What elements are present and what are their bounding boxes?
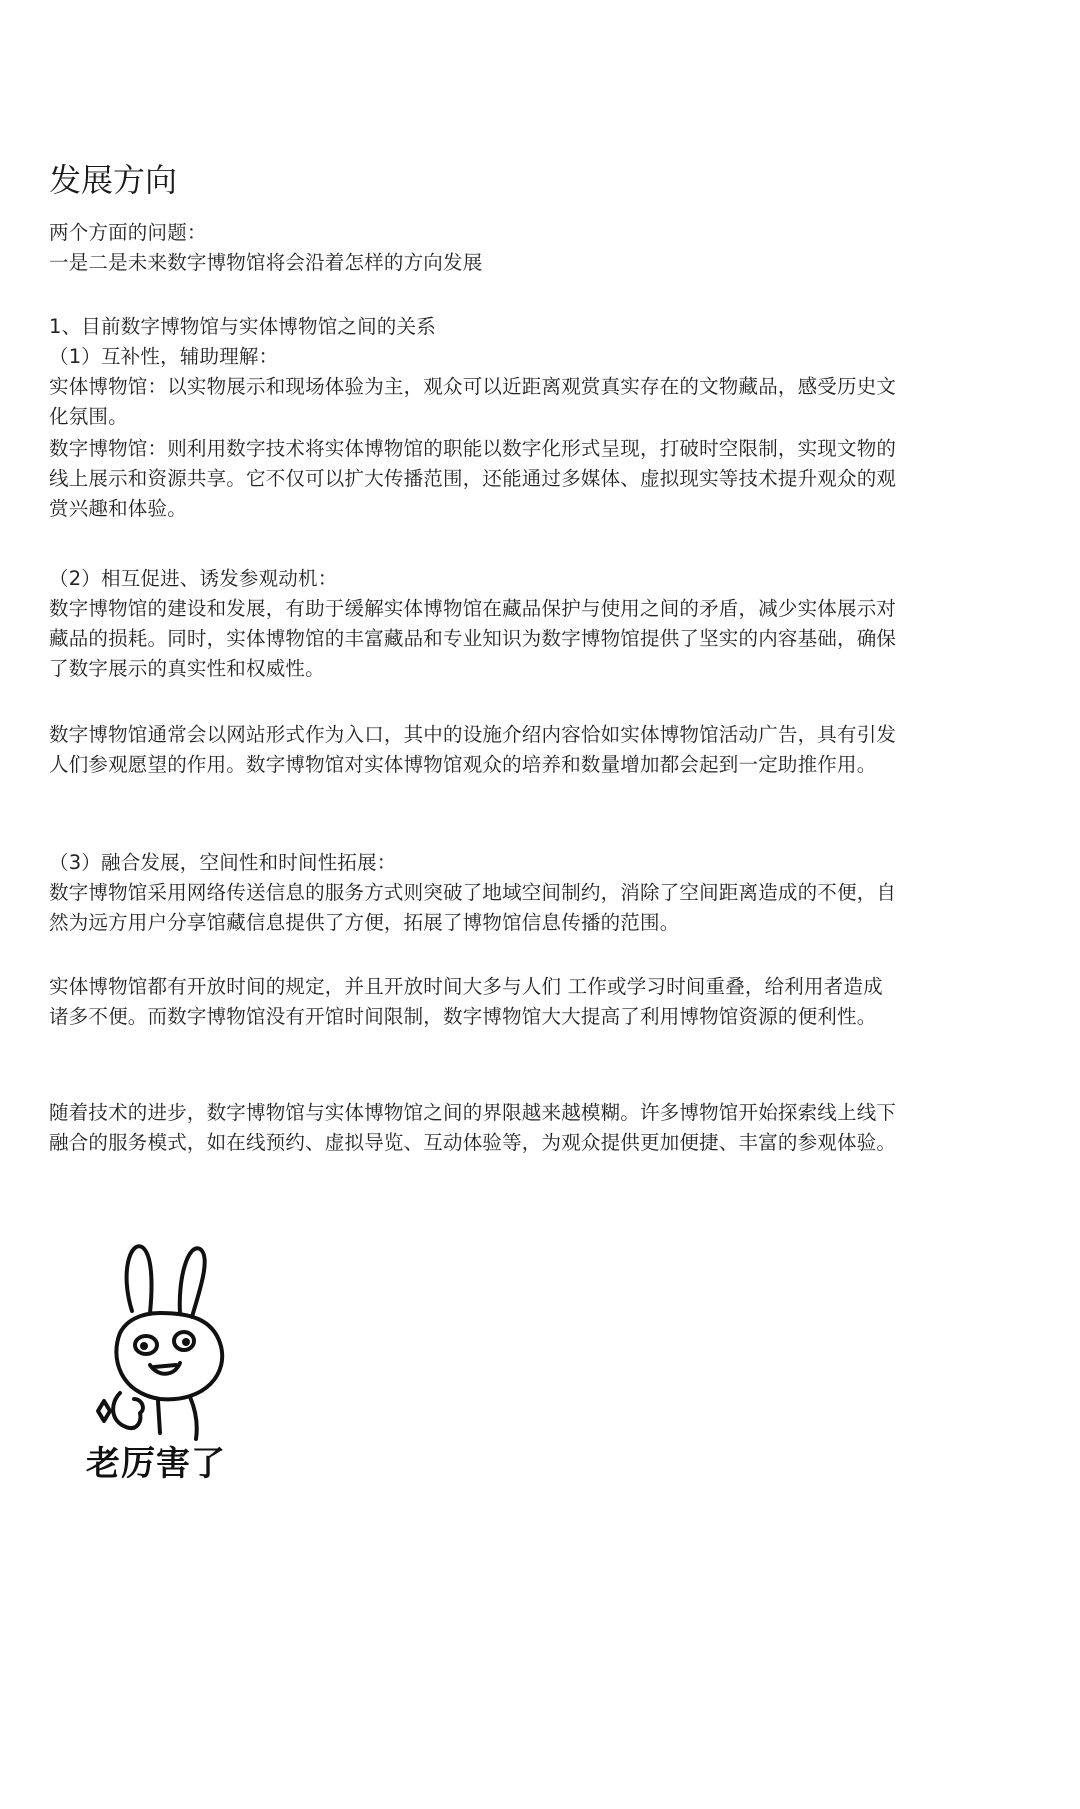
sticker-caption: 老厉害了	[86, 1444, 226, 1484]
rabbit-drawing	[80, 1233, 270, 1443]
intro-line-1: 两个方面的问题：	[49, 221, 207, 244]
sub3-heading: （3）融合发展，空间性和时间性拓展：	[49, 851, 397, 874]
sub2-heading: （2）相互促进、诱发参观动机：	[49, 567, 338, 590]
sub1-heading: （1）互补性，辅助理解：	[49, 345, 279, 368]
sub3-para-2: 实体博物馆都有开放时间的规定，并且开放时间大多与人们 工作或学习时间重叠，给利用者造成诸多不便。而数字博物馆没有开馆时间限制，数字博物馆大大提高了利用博物馆资源的便利性。	[49, 975, 883, 1028]
sub1-para-2: 数字博物馆：则利用数字技术将实体博物馆的职能以数字化形式呈现，打破时空限制，实现文物的线上展示和资源共享。它不仅可以扩大传播范围，还能通过多媒体、虚拟现实等技术提升观众的观赏兴趣和体验。	[49, 437, 897, 520]
sub2-para-2: 数字博物馆通常会以网站形式作为入口，其中的设施介绍内容恰如实体博物馆活动广告，具有引发人们参观愿望的作用。数字博物馆对实体博物馆观众的培养和数量增加都会起到一定助推作用。	[49, 723, 897, 776]
sub3-para-1: 数字博物馆采用网络传送信息的服务方式则突破了地域空间制约，消除了空间距离造成的不便，自然为远方用户分享馆藏信息提供了方便，拓展了博物馆信息传播的范围。	[49, 881, 897, 934]
sub1-para-1: 实体博物馆：以实物展示和现场体验为主，观众可以近距离观赏真实存在的文物藏品，感受历史文化氛围。	[49, 375, 897, 428]
page-title: 发展方向	[49, 161, 178, 199]
sub3-para-3: 随着技术的进步，数字博物馆与实体博物馆之间的界限越来越模糊。许多博物馆开始探索线上线下融合的服务模式，如在线预约、虚拟导览、互动体验等，为观众提供更加便捷、丰富的参观体验。	[49, 1101, 897, 1154]
sub2-para-1: 数字博物馆的建设和发展，有助于缓解实体博物馆在藏品保护与使用之间的矛盾，减少实体展示对藏品的损耗。同时，实体博物馆的丰富藏品和专业知识为数字博物馆提供了坚实的内容基础，确保了数字展示的真实性和权威性。	[49, 597, 897, 680]
intro-line-2: 一是二是未来数字博物馆将会沿着怎样的方向发展	[49, 251, 483, 274]
section1-heading: 1、目前数字博物馆与实体博物馆之间的关系	[49, 315, 436, 338]
